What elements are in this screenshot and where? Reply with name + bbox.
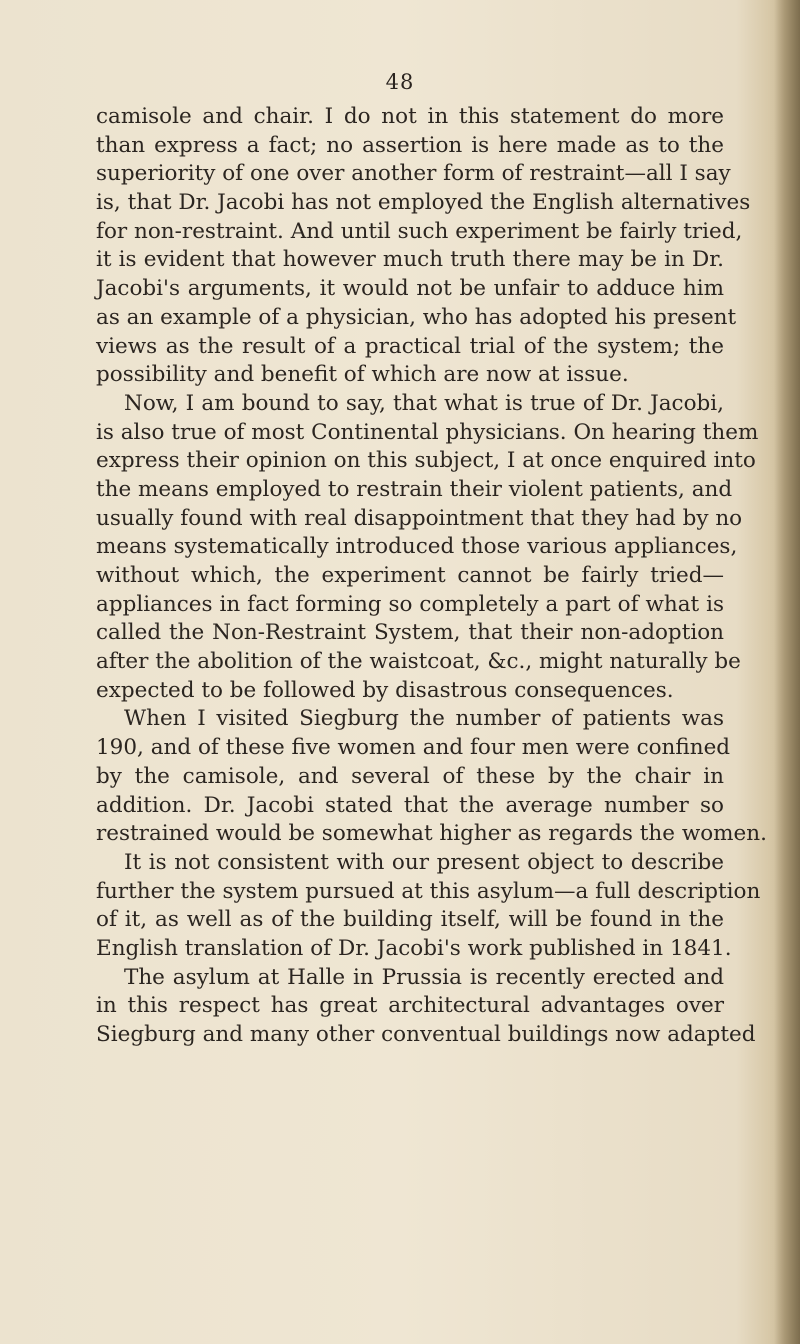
text-line: after the abolition of the waistcoat, &c., might naturally be [96, 649, 741, 675]
text-line: views as the result of a practical trial of the system; the [96, 333, 724, 359]
text-line: usually found with real disappointment that they had by no [96, 505, 743, 531]
text-line: expected to be followed by disastrous consequences. [96, 677, 674, 703]
text-line: in this respect has great architectural advantages over [96, 993, 724, 1019]
text-line: When I visited Siegburg the number of patients was [124, 706, 724, 732]
text-line: it is evident that however much truth there may be in Dr. [96, 247, 724, 273]
text-line: without which, the experiment cannot be fairly tried— [96, 563, 724, 588]
text-line: appliances in fact forming so completely a part of what is [96, 591, 724, 617]
text-line: addition. Dr. Jacobi stated that the average number so [96, 792, 724, 818]
text-line: of it, as well as of the building itself, will be found in the [96, 907, 724, 933]
text-line: means systematically introduced those various appliances, [96, 534, 738, 560]
text-line: further the system pursued at this asylum—a full description [96, 878, 761, 904]
text-line: Now, I am bound to say, that what is true of Dr. Jacobi, [124, 390, 724, 416]
text-line: the means employed to restrain their violent patients, and [96, 476, 733, 502]
text-line: The asylum at Halle in Prussia is recently erected and [124, 964, 724, 990]
text-line: as an example of a physician, who has adopted his present [96, 304, 737, 330]
text-line: is also true of most Continental physicians. On hearing them [96, 419, 759, 445]
page-edge-shadow [774, 0, 800, 1344]
text-line: than express a fact; no assertion is here made as to the [96, 132, 724, 158]
text-line: possibility and benefit of which are now at issue. [96, 362, 629, 388]
text-line: 190, and of these five women and four men were confined [96, 735, 731, 761]
text-line: is, that Dr. Jacobi has not employed the English alternatives [96, 190, 751, 216]
text-line: by the camisole, and several of these by the chair in [96, 763, 724, 789]
text-line: Jacobi's arguments, it would not be unfair to adduce him [96, 276, 724, 302]
body-text [96, 103, 767, 1050]
text-line: superiority of one over another form of restraint—all I say [96, 161, 731, 187]
text-line: called the Non-Restraint System, that their non-adoption [96, 620, 724, 646]
text-line: express their opinion on this subject, I at once enquired into [96, 448, 756, 474]
text-line: Siegburg and many other conventual buildings now adapted [96, 1022, 756, 1047]
text-line: restrained would be somewhat higher as regards the women. [96, 821, 767, 847]
text-line: for non-restraint. And until such experiment be fairly tried, [96, 218, 743, 244]
page-number: 48 [385, 70, 415, 94]
text-line: English translation of Dr. Jacobi's work published in 1841. [96, 935, 732, 961]
text-line: It is not consistent with our present object to describe [124, 849, 724, 875]
text-line: camisole and chair. I do not in this statement do more [96, 104, 724, 129]
